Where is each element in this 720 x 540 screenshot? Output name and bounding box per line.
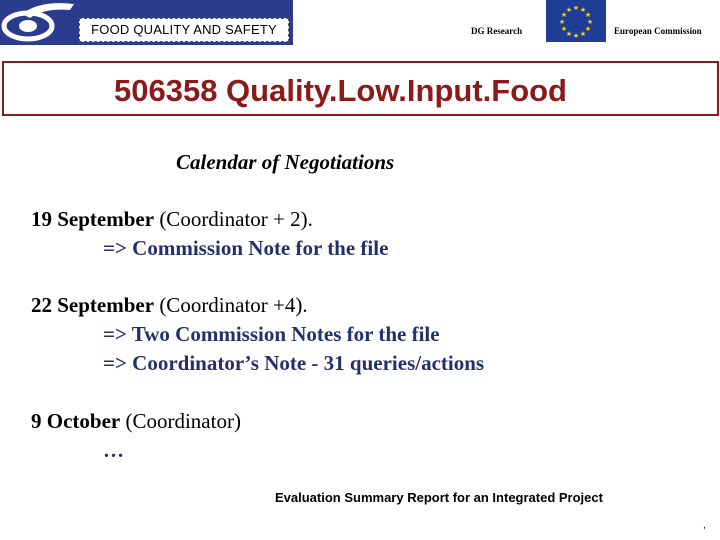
entry-2-heading xyxy=(31,293,308,318)
dg-research-label: DG Research xyxy=(471,26,523,36)
svg-text:★: ★ xyxy=(565,30,573,38)
entry-detail: (Coordinator +4). xyxy=(159,293,308,317)
svg-text:★: ★ xyxy=(572,32,580,40)
svg-text:★: ★ xyxy=(584,11,592,19)
eu-flag-icon xyxy=(546,0,606,42)
entry-2-note-1 xyxy=(103,322,440,347)
svg-text:★: ★ xyxy=(584,25,592,33)
page-number: , xyxy=(703,520,706,531)
subtitle: Calendar of Negotiations xyxy=(176,150,395,174)
entry-date: 22 September xyxy=(31,293,155,317)
entry-detail: (Coordinator) xyxy=(125,409,241,433)
svg-text:★: ★ xyxy=(579,30,587,38)
entry-date: 9 October xyxy=(31,409,121,433)
page-title: 506358 Quality.Low.Input.Food xyxy=(114,73,567,108)
entry-3-heading xyxy=(31,409,241,434)
program-label: FOOD QUALITY AND SAFETY xyxy=(79,18,289,42)
svg-text:★: ★ xyxy=(565,6,573,14)
header-right-panel xyxy=(293,0,720,45)
entry-1-heading xyxy=(31,207,313,232)
svg-text:★: ★ xyxy=(560,25,568,33)
entry-detail: (Coordinator + 2). xyxy=(159,207,313,231)
entry-note: => Coordinator’s Note - 31 queries/actions xyxy=(103,351,485,375)
svg-text:★: ★ xyxy=(586,18,594,26)
entry-1-note-1 xyxy=(103,236,388,261)
entry-note: => Two Commission Notes for the file xyxy=(103,322,440,346)
svg-text:★: ★ xyxy=(560,11,568,19)
svg-text:★: ★ xyxy=(579,6,587,14)
fp6-logo xyxy=(0,0,78,45)
footer-text: Evaluation Summary Report for an Integrated Project xyxy=(275,490,603,505)
title-box xyxy=(2,61,719,116)
svg-text:★: ★ xyxy=(558,18,566,26)
svg-text:★: ★ xyxy=(572,4,580,12)
entry-2-note-2 xyxy=(103,351,484,376)
european-commission-label: European Commission xyxy=(614,26,702,36)
entry-note: => Commission Note for the file xyxy=(103,236,389,260)
entry-note: … xyxy=(103,438,124,462)
entry-3-note-1 xyxy=(103,438,124,463)
entry-date: 19 September xyxy=(31,207,155,231)
